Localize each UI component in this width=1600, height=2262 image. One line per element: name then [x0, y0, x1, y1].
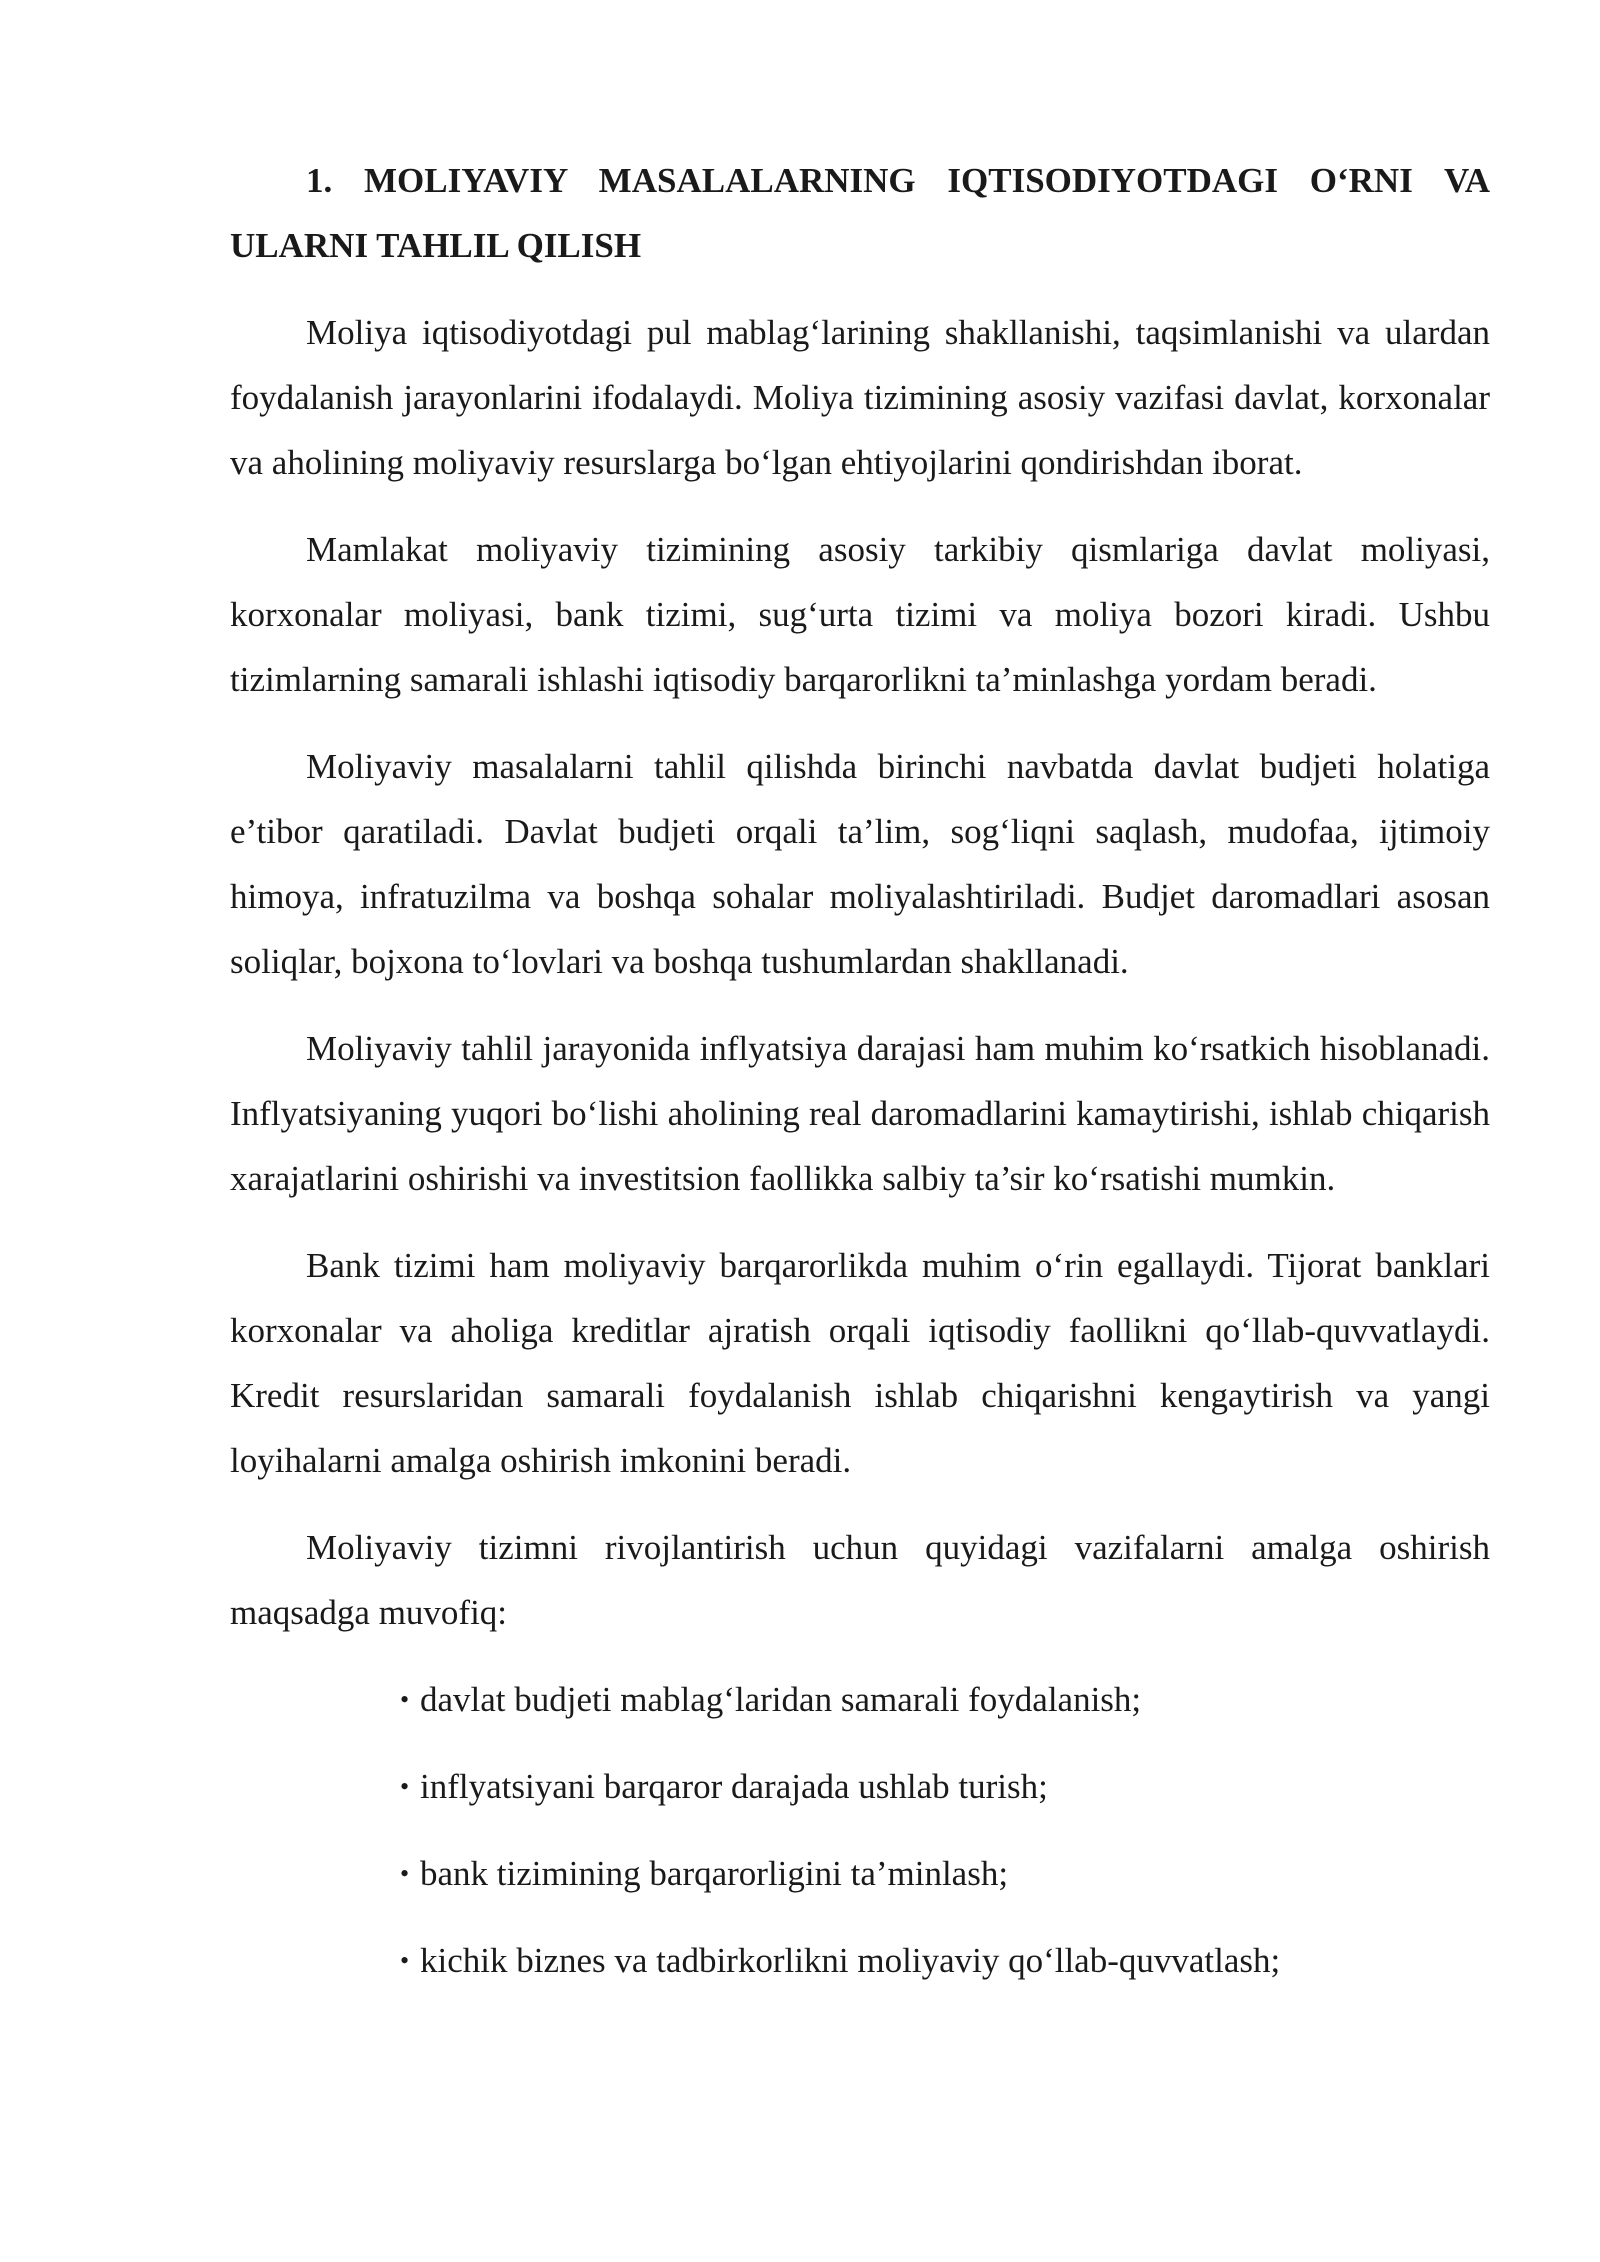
list-item	[400, 1841, 1490, 1906]
section-heading: 1. MOLIYAVIY MASALALARNING IQTISODIYOTDAGI O‘RNI VA ULARNI TAHLIL QILISH	[230, 161, 1490, 265]
bullet-list	[230, 1667, 1490, 1993]
paragraph-3: Moliyaviy masalalarni tahlil qilishda birinchi navbatda davlat budjeti holatiga e’tibor qaratiladi. Davlat budjeti orqali ta’lim, sog‘liqni saqlash, mudofaa, ijtimoiy himoya, infratuzilma va boshqa sohalar moliyalashtiriladi. Budjet daromadlari asosan soliqlar, bojxona to‘lovlari va boshqa tushumlardan shakllanadi.	[230, 747, 1490, 981]
paragraph-4: Moliyaviy tahlil jarayonida inflyatsiya darajasi ham muhim ko‘rsatkich hisoblanadi. Inflyatsiyaning yuqori bo‘lishi aholining real daromadlarini kamaytirishi, ishlab chiqarish xarajatlarini oshirishi va investitsion faollikka salbiy ta’sir ko‘rsatishi mumkin.	[230, 1029, 1490, 1198]
paragraph-1: Moliya iqtisodiyotdagi pul mablag‘larining shakllanishi, taqsimlanishi va ulardan foydalanish jarayonlarini ifodalaydi. Moliya tizimining asosiy vazifasi davlat, korxonalar va aholining moliyaviy resurslarga bo‘lgan ehtiyojlarini qondirishdan iborat.	[230, 313, 1490, 482]
list-item	[400, 1928, 1490, 1993]
paragraph-2: Mamlakat moliyaviy tizimining asosiy tarkibiy qismlariga davlat moliyasi, korxonalar moliyasi, bank tizimi, sug‘urta tizimi va moliya bozori kiradi. Ushbu tizimlarning samarali ishlashi iqtisodiy barqarorlikni ta’minlashga yordam beradi.	[230, 530, 1490, 699]
bullet-icon: •	[400, 1946, 410, 1975]
list-item-text: inflyatsiyani barqaror darajada ushlab turish;	[420, 1767, 1048, 1806]
list-item	[400, 1754, 1490, 1819]
list-item-text: bank tizimining barqarorligini ta’minlash;	[420, 1854, 1009, 1893]
list-item	[400, 1667, 1490, 1732]
paragraph-5: Bank tizimi ham moliyaviy barqarorlikda muhim o‘rin egallaydi. Tijorat banklari korxonalar va aholiga kreditlar ajratish orqali iqtisodiy faollikni qo‘llab-quvvatlaydi. Kredit resurslaridan samarali foydalanish ishlab chiqarishni kengaytirish va yangi loyihalarni amalga oshirish imkonini beradi.	[230, 1246, 1490, 1480]
list-item-text: kichik biznes va tadbirkorlikni moliyaviy qo‘llab-quvvatlash;	[420, 1941, 1281, 1980]
paragraph-6: Moliyaviy tizimni rivojlantirish uchun quyidagi vazifalarni amalga oshirish maqsadga muvofiq:	[230, 1528, 1490, 1632]
bullet-icon: •	[400, 1859, 410, 1888]
bullet-icon: •	[400, 1772, 410, 1801]
document-page	[230, 148, 1490, 2015]
bullet-icon: •	[400, 1685, 410, 1714]
list-item-text: davlat budjeti mablag‘laridan samarali foydalanish;	[420, 1680, 1142, 1719]
